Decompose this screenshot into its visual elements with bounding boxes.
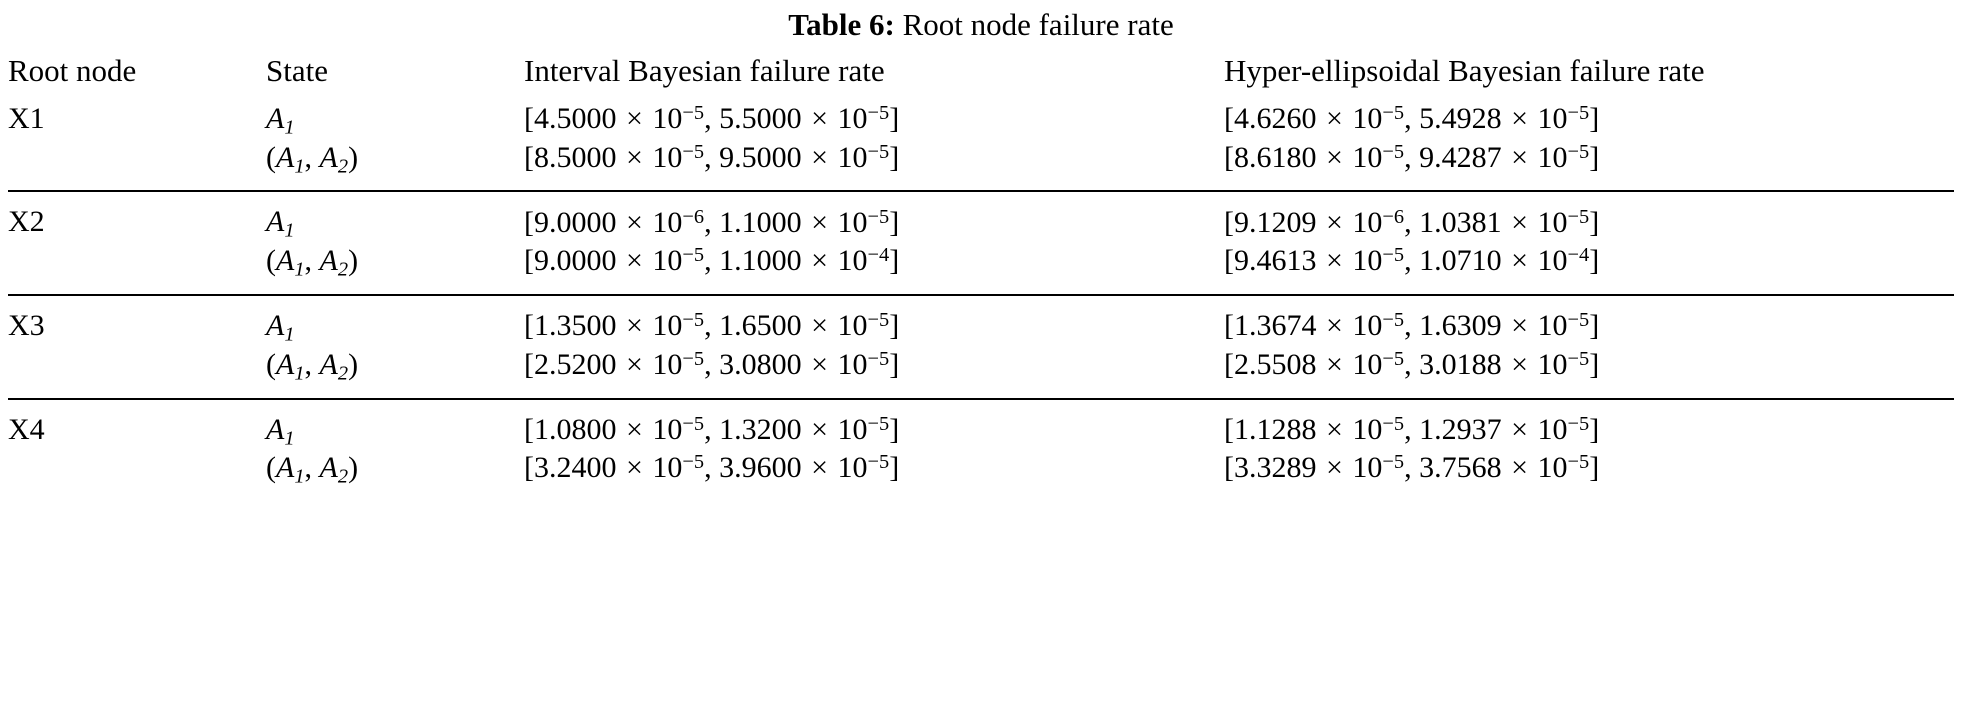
state-cell — [266, 89, 524, 140]
state-cell — [266, 296, 524, 347]
table-row — [8, 89, 1954, 140]
interval-bayesian-value: [$2.5200 \times 10^{-5}$, $3.0800 \times 10^{-5}$] — [524, 347, 900, 381]
hyper-ellipsoidal-value: [$3.3289 \times 10^{-5}$, $3.7568 \times 10^{-5}$] — [1224, 451, 1600, 485]
state-label: ($A_1$, $A_2$) — [266, 347, 359, 385]
state-label: ($A_1$, $A_2$) — [266, 451, 359, 488]
root-node-failure-rate-table — [8, 53, 1954, 501]
hyper-ellipsoidal-cell — [1224, 243, 1954, 295]
state-label: $A_1$ — [266, 205, 295, 243]
root-node-cell: X4 — [8, 412, 45, 446]
table-row — [8, 347, 1954, 399]
hyper-ellipsoidal-value: [$9.4613 \times 10^{-5}$, $1.0710 \times 10^{-4}$] — [1224, 244, 1600, 278]
interval-bayesian-value: [$3.2400 \times 10^{-5}$, $3.9600 \times 10^{-5}$] — [524, 451, 900, 485]
hyper-ellipsoidal-value: [$4.6260 \times 10^{-5}$, $5.4928 \times 10^{-5}$] — [1224, 101, 1600, 135]
interval-bayesian-value: [$9.0000 \times 10^{-6}$, $1.1000 \times 10^{-5}$] — [524, 205, 900, 239]
state-cell — [266, 400, 524, 451]
column-header-2: Interval Bayesian failure rate — [524, 53, 885, 89]
table-row — [8, 140, 1954, 192]
hyper-ellipsoidal-value: [$8.6180 \times 10^{-5}$, $9.4287 \times 10^{-5}$] — [1224, 140, 1600, 174]
interval-bayesian-cell — [524, 450, 1224, 501]
interval-bayesian-cell — [524, 347, 1224, 399]
state-cell — [266, 243, 524, 295]
hyper-ellipsoidal-cell — [1224, 347, 1954, 399]
root-node-cell: X2 — [8, 205, 45, 239]
hyper-ellipsoidal-value: [$2.5508 \times 10^{-5}$, $3.0188 \times 10^{-5}$] — [1224, 347, 1600, 381]
state-cell — [266, 347, 524, 399]
interval-bayesian-value: [$1.0800 \times 10^{-5}$, $1.3200 \times 10^{-5}$] — [524, 412, 900, 446]
column-header-3: Hyper-ellipsoidal Bayesian failure rate — [1224, 53, 1705, 89]
root-node-cell: X1 — [8, 101, 45, 135]
state-cell — [266, 450, 524, 501]
state-cell — [266, 192, 524, 243]
table-row — [8, 450, 1954, 501]
caption-text: Root node failure rate — [902, 7, 1174, 42]
table-caption — [8, 0, 1954, 53]
hyper-ellipsoidal-cell — [1224, 400, 1954, 451]
interval-bayesian-cell — [524, 400, 1224, 451]
hyper-ellipsoidal-cell — [1224, 450, 1954, 501]
interval-bayesian-value: [$9.0000 \times 10^{-5}$, $1.1000 \times 10^{-4}$] — [524, 244, 900, 278]
table-header-row — [8, 53, 1954, 89]
hyper-ellipsoidal-cell — [1224, 296, 1954, 347]
hyper-ellipsoidal-value: [$1.1288 \times 10^{-5}$, $1.2937 \times 10^{-5}$] — [1224, 412, 1600, 446]
interval-bayesian-cell — [524, 140, 1224, 192]
interval-bayesian-cell — [524, 89, 1224, 140]
interval-bayesian-cell — [524, 296, 1224, 347]
state-label: $A_1$ — [266, 412, 295, 450]
interval-bayesian-value: [$8.5000 \times 10^{-5}$, $9.5000 \times 10^{-5}$] — [524, 140, 900, 174]
hyper-ellipsoidal-cell — [1224, 140, 1954, 192]
hyper-ellipsoidal-cell — [1224, 89, 1954, 140]
state-label: ($A_1$, $A_2$) — [266, 244, 359, 281]
interval-bayesian-value: [$4.5000 \times 10^{-5}$, $5.5000 \times 10^{-5}$] — [524, 101, 900, 135]
table-row — [8, 296, 1954, 347]
hyper-ellipsoidal-cell — [1224, 192, 1954, 243]
root-node-cell: X3 — [8, 308, 45, 342]
interval-bayesian-value: [$1.3500 \times 10^{-5}$, $1.6500 \times 10^{-5}$] — [524, 308, 900, 343]
state-cell — [266, 140, 524, 192]
state-label: $A_1$ — [266, 101, 295, 139]
column-header-0: Root node — [8, 53, 137, 89]
table-body — [8, 53, 1954, 501]
state-label: $A_1$ — [266, 308, 295, 346]
caption-label: Table 6: — [788, 7, 895, 42]
table-row — [8, 192, 1954, 243]
interval-bayesian-cell — [524, 243, 1224, 295]
column-header-1: State — [266, 53, 328, 89]
hyper-ellipsoidal-value: [$1.3674 \times 10^{-5}$, $1.6309 \times 10^{-5}$] — [1224, 308, 1600, 343]
state-label: ($A_1$, $A_2$) — [266, 140, 359, 178]
hyper-ellipsoidal-value: [$9.1209 \times 10^{-6}$, $1.0381 \times 10^{-5}$] — [1224, 205, 1600, 239]
table-row — [8, 400, 1954, 451]
table-row — [8, 243, 1954, 295]
interval-bayesian-cell — [524, 192, 1224, 243]
